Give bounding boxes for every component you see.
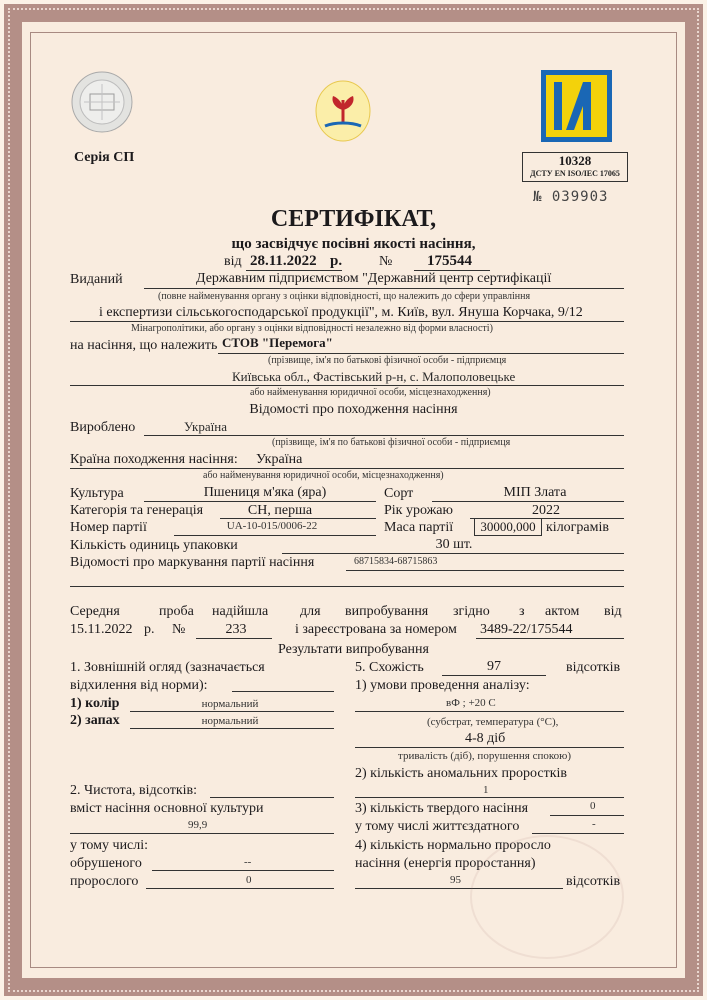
appearance-label-1: 1. Зовнішній огляд (зазначається xyxy=(70,660,265,675)
accreditation-logo xyxy=(541,70,612,142)
culture-value: Пшениця м'яка (яра) xyxy=(203,485,327,500)
normal-value: 95 xyxy=(450,874,461,886)
accreditation-standard: ДСТУ EN ISO/IEC 17065 xyxy=(530,169,620,178)
year-label: Рік урожаю xyxy=(384,503,453,518)
sample-word-3: надійшла xyxy=(212,604,269,619)
owner-address: Київська обл., Фастівський р-н, с. Малополовецьке xyxy=(232,369,516,384)
certificate-subtitle: що засвідчує посівні якості насіння, xyxy=(231,236,476,252)
sample-word-5: випробування xyxy=(345,604,429,619)
certificate-title: СЕРТИФІКАТ, xyxy=(270,206,437,232)
registered-label: і зареєстрована за номером xyxy=(295,622,457,637)
produced-label: Вироблено xyxy=(70,420,136,435)
abnormal-value: 1 xyxy=(483,784,489,796)
origin-heading: Відомості про походження насіння xyxy=(249,402,458,417)
certificate-date: 28.11.2022 xyxy=(250,253,317,269)
origin-hint2: або найменування юридичної особи, місцезнаходження) xyxy=(203,470,444,481)
purity-label: 2. Чистота, відсотків: xyxy=(70,783,198,798)
units-value: 30 шт. xyxy=(435,537,473,552)
certificate-number: 175544 xyxy=(427,253,472,269)
germination-unit: відсотків xyxy=(566,660,621,675)
accreditation-number: 10328 xyxy=(558,153,592,168)
sample-date-suffix: р. xyxy=(144,622,155,637)
sprouted-label: пророслого xyxy=(70,874,139,889)
sample-date: 15.11.2022 xyxy=(70,622,133,637)
viable-value: - xyxy=(592,818,596,830)
issuer-hint2: Мінагрополітики, або органу з оцінки відповідності незалежно від форми власності) xyxy=(131,323,493,334)
hulled-value: -- xyxy=(244,856,252,868)
appearance-label-2: відхилення від норми): xyxy=(70,678,208,693)
sample-word-4: для xyxy=(300,604,321,619)
issuer-hint1: (повне найменування органу з оцінки відповідності, що належить до сфери управління xyxy=(158,291,531,302)
color-label: 1) колір xyxy=(70,696,120,711)
reg-number: 3489-22/175544 xyxy=(480,622,573,637)
number-prefix: № xyxy=(379,254,393,269)
lot-label: Номер партії xyxy=(70,520,147,535)
germination-label: 5. Схожість xyxy=(355,660,424,675)
stamp-icon xyxy=(470,835,624,959)
lot-value: UA-10-015/0006-22 xyxy=(226,520,318,532)
sample-word-9: від xyxy=(604,604,622,619)
marking-label: Відомості про маркування партії насіння xyxy=(70,555,315,570)
date-prefix: від xyxy=(224,254,242,269)
including-label: у тому числі: xyxy=(70,838,149,853)
marking-value: 68715834-68715863 xyxy=(354,556,438,567)
owner-name: СТОВ "Перемога" xyxy=(222,335,333,350)
category-label: Категорія та генерація xyxy=(70,503,204,518)
normal-label-2: насіння (енергія проростання) xyxy=(355,856,536,871)
abnormal-label: 2) кількість аномальних проростків xyxy=(355,766,568,781)
sample-word-1: Середня xyxy=(70,604,120,619)
serial-number: № 039903 xyxy=(533,189,609,205)
sample-word-6: згідно xyxy=(453,604,490,619)
duration-value: 4-8 діб xyxy=(465,731,506,746)
mass-label: Маса партії xyxy=(384,520,454,535)
owner-label: на насіння, що належить xyxy=(70,338,218,353)
hulled-label: обрушеного xyxy=(70,856,142,871)
issuer-line2: і експертизи сільськогосподарської продукції", м. Київ, вул. Януша Корчака, 9/12 xyxy=(99,305,583,320)
viable-label: у тому числі життєздатного xyxy=(355,819,520,834)
country-value: Україна xyxy=(256,452,303,467)
sample-num-prefix: № xyxy=(172,622,186,637)
mass-value: 30000,000 xyxy=(480,519,536,534)
duration-hint: тривалість (діб), порушення спокою) xyxy=(398,750,572,762)
germination-value: 97 xyxy=(487,659,501,674)
emblem-icon xyxy=(315,80,371,142)
conditions-label: 1) умови проведення аналізу: xyxy=(355,678,530,693)
owner-hint1: (прізвище, ім'я по батькові фізичної особи - підприємця xyxy=(268,355,507,366)
hard-value: 0 xyxy=(590,800,596,812)
smell-value: нормальний xyxy=(201,715,259,727)
results-heading: Результати випробування xyxy=(278,642,429,657)
country-label: Країна походження насіння: xyxy=(70,452,238,467)
sprouted-value: 0 xyxy=(246,874,252,886)
hard-label: 3) кількість твердого насіння xyxy=(355,801,529,816)
origin-hint1: (прізвище, ім'я по батькові фізичної особи - підприємця xyxy=(272,437,511,448)
series-label: Серія СП xyxy=(74,150,135,165)
color-value: нормальний xyxy=(201,698,259,710)
culture-label: Культура xyxy=(70,486,124,501)
sample-word-2: проба xyxy=(159,604,194,619)
smell-label: 2) запах xyxy=(70,713,120,728)
conditions-hint: (субстрат, температура (°С), xyxy=(427,716,559,728)
variety-label: Сорт xyxy=(384,486,414,501)
units-label: Кількість одиниць упаковки xyxy=(70,538,238,553)
mass-unit: кілограмів xyxy=(546,520,609,535)
category-value: СН, перша xyxy=(247,503,313,518)
normal-label-1: 4) кількість нормально проросло xyxy=(355,838,551,853)
issuer-label: Виданий xyxy=(70,272,123,287)
main-crop-value: 99,9 xyxy=(188,819,208,831)
variety-value: МІП Злата xyxy=(503,485,567,500)
date-suffix: р. xyxy=(330,253,343,269)
issuer-line1: Державним підприємством "Державний центр сертифікації xyxy=(196,271,552,286)
main-crop-label: вміст насіння основної культури xyxy=(70,801,264,816)
year-value: 2022 xyxy=(532,503,560,518)
sample-word-7: з xyxy=(519,604,525,619)
produced-value: Україна xyxy=(184,419,227,434)
hologram-icon xyxy=(70,70,134,134)
owner-hint2: або найменування юридичної особи, місцезнаходження) xyxy=(250,387,491,398)
act-number: 233 xyxy=(225,622,247,637)
conditions-value: вФ ; +20 С xyxy=(446,697,496,709)
sample-word-8: актом xyxy=(545,604,580,619)
normal-unit: відсотків xyxy=(566,874,621,889)
